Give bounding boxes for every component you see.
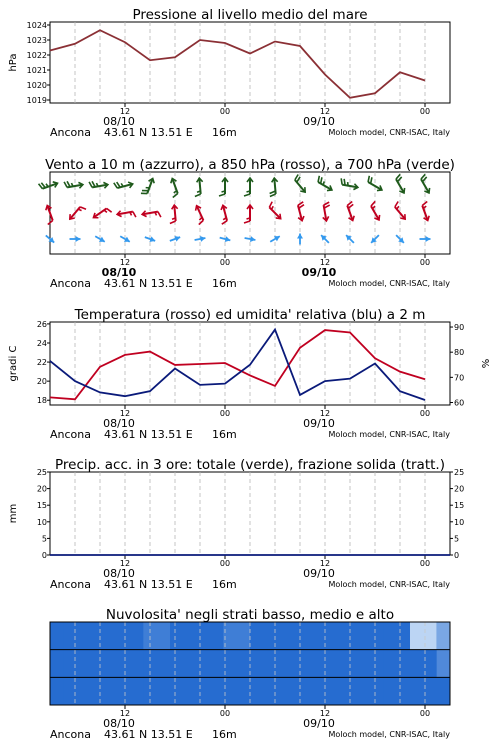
x-tick-label: 00	[419, 107, 431, 116]
cloud-cell-basso	[117, 677, 144, 705]
wind-barb-feather	[158, 212, 161, 218]
y-tick-label: 20	[36, 377, 47, 387]
wind-barb-half-feather	[397, 206, 399, 209]
wind-barb-feather	[133, 212, 136, 218]
location-elevation: 16m	[212, 277, 237, 290]
date-label: 09/10	[303, 417, 335, 430]
cloud-cell-alto	[223, 622, 250, 650]
cloud-cell-medio	[410, 650, 437, 678]
date-label: 08/10	[103, 717, 135, 730]
chart-title: Temperatura (rosso) ed umidita' relativa (blu) a 2 m	[74, 307, 426, 323]
cloud-cell-alto	[303, 622, 330, 650]
wind-barb-850hPa	[347, 202, 354, 221]
cloud-cell-medio	[277, 650, 304, 678]
wind-barb-850hPa	[221, 205, 227, 224]
wind-barb-feather	[89, 182, 92, 188]
panel-precip	[8, 457, 464, 591]
y-axis-label: mm	[8, 503, 19, 524]
y-axis-label-right: %	[481, 358, 492, 369]
cloud-cell-basso	[63, 677, 90, 705]
wind-barb-850hPa	[70, 207, 86, 219]
wind-barb-feather	[117, 182, 120, 187]
cloud-cell-medio	[383, 650, 410, 678]
x-tick-label: 00	[419, 258, 431, 267]
model-credit: Moloch model, CNR-ISAC, Italy	[328, 580, 450, 589]
wind-barb-700hPa	[171, 178, 178, 197]
wind-arrow-head	[426, 236, 431, 242]
cloud-cell-medio	[330, 650, 357, 678]
pressure-line	[50, 30, 425, 98]
cloud-cell-alto	[330, 622, 357, 650]
wind-arrow-head	[297, 234, 303, 239]
cloud-cell-alto	[197, 622, 224, 650]
wind-barb-700hPa	[341, 178, 358, 189]
cloud-cell-medio	[197, 650, 224, 678]
wind-barb-feather	[295, 174, 298, 179]
wind-barb-half-feather	[174, 191, 177, 193]
cloud-cell-basso	[330, 677, 357, 705]
cloud-cell-basso	[357, 677, 384, 705]
x-tick-label: 00	[419, 709, 431, 718]
date-label: 08/10	[101, 266, 137, 279]
wind-barb-feather	[114, 183, 117, 188]
wind-barb-half-feather	[104, 210, 107, 212]
model-credit: Moloch model, CNR-ISAC, Italy	[328, 730, 450, 739]
x-tick-label: 12	[119, 409, 131, 418]
date-label: 09/10	[303, 717, 335, 730]
wind-barb-700hPa	[141, 178, 154, 193]
wind-barb-feather	[371, 201, 375, 206]
wind-barb-half-feather	[247, 191, 251, 192]
cloud-cell-medio	[117, 650, 144, 678]
x-tick-label: 00	[419, 409, 431, 418]
cloud-cell-alto	[250, 622, 277, 650]
wind-barb-850hPa	[170, 205, 178, 223]
date-label: 08/10	[103, 567, 135, 580]
wind-barb-feather	[318, 176, 319, 182]
y-tick-label-right: 0	[454, 551, 460, 560]
cloud-cell-alto	[170, 622, 197, 650]
cloud-cell-medio	[50, 650, 63, 678]
x-tick-label: 00	[219, 107, 231, 116]
wind-barb-half-feather	[78, 209, 81, 210]
cloud-cell-basso	[170, 677, 197, 705]
x-tick-label: 12	[319, 107, 331, 116]
cloud-cell-basso	[383, 677, 410, 705]
cloud-cell-alto	[383, 622, 410, 650]
x-tick-label: 12	[119, 709, 131, 718]
wind-barb-850hPa	[93, 208, 111, 217]
wind-barb-feather	[64, 182, 67, 188]
wind-arrow-head	[225, 236, 231, 242]
location-name: Ancona	[50, 126, 91, 139]
wind-barb-10m	[346, 235, 354, 243]
wind-barb-half-feather	[271, 206, 273, 209]
wind-barb-feather	[80, 207, 86, 209]
x-tick-label: 12	[119, 258, 131, 267]
cloud-cell-alto	[357, 622, 384, 650]
y-tick-label-right: 70	[454, 373, 465, 383]
temperature-line	[50, 330, 425, 399]
wind-barb-feather	[222, 221, 227, 224]
wind-barb-850hPa	[422, 202, 429, 221]
x-tick-label: 12	[319, 409, 331, 418]
wind-barb-feather	[324, 202, 330, 205]
wind-barb-700hPa	[195, 178, 203, 196]
y-tick-label: 10	[36, 517, 47, 527]
x-tick-label: 00	[419, 559, 431, 568]
wind-barb-700hPa	[39, 182, 58, 189]
wind-barb-700hPa	[114, 182, 133, 188]
location-name: Ancona	[50, 728, 91, 741]
y-tick-label: 24	[36, 338, 47, 348]
chart-title: Precip. acc. in 3 ore: totale (verde), frazione solida (tratt.)	[55, 457, 445, 473]
y-tick-label-right: 90	[454, 323, 465, 333]
y-tick-label: 0	[41, 551, 47, 560]
cloud-cell-medio	[90, 650, 117, 678]
wind-barb-feather	[344, 179, 345, 185]
wind-barb-10m	[170, 236, 180, 242]
chart-title: Pressione al livello medio del mare	[132, 7, 368, 23]
y-tick-label-right: 10	[454, 517, 465, 527]
x-tick-label: 12	[319, 709, 331, 718]
wind-barb-10m	[297, 234, 303, 245]
y-tick-label: 5	[41, 534, 47, 544]
location-coords: 43.61 N 13.51 E	[104, 277, 193, 290]
wind-barb-feather	[341, 178, 342, 184]
y-tick-label-right: 15	[454, 501, 465, 511]
panel-pressure	[8, 7, 450, 139]
location-elevation: 16m	[212, 728, 237, 741]
x-tick-label: 12	[319, 258, 331, 267]
date-label: 08/10	[103, 417, 135, 430]
wind-barb-feather	[92, 181, 95, 187]
chart-title: Nuvolosita' negli strati basso, medio e alto	[105, 607, 395, 623]
y-tick-label: 25	[36, 468, 47, 477]
wind-barb-feather	[324, 205, 330, 208]
wind-barb-feather	[299, 205, 304, 208]
wind-barb-700hPa	[270, 178, 278, 196]
cloud-cell-alto	[117, 622, 144, 650]
cloud-cell-alto	[143, 622, 170, 650]
x-tick-label: 00	[219, 709, 231, 718]
wind-barb-feather	[368, 176, 369, 182]
cloud-cell-alto	[277, 622, 304, 650]
wind-barb-feather	[107, 208, 112, 212]
location-name: Ancona	[50, 277, 91, 290]
model-credit: Moloch model, CNR-ISAC, Italy	[328, 430, 450, 439]
location-name: Ancona	[50, 578, 91, 591]
panel-temp_rh	[8, 307, 492, 441]
wind-barb-10m	[270, 236, 280, 242]
model-credit: Moloch model, CNR-ISAC, Italy	[328, 128, 450, 137]
wind-barb-700hPa	[64, 181, 83, 188]
wind-barb-feather	[395, 201, 398, 206]
wind-barb-850hPa	[244, 205, 253, 223]
wind-barb-half-feather	[222, 191, 226, 192]
wind-barb-feather	[371, 177, 372, 183]
cloud-cell-medio	[250, 650, 277, 678]
wind-barb-feather	[321, 177, 322, 183]
wind-barb-700hPa	[396, 174, 405, 193]
wind-barb-850hPa	[117, 211, 136, 217]
wind-barb-feather	[244, 221, 250, 223]
cloud-cell-alto	[437, 622, 450, 650]
y-tick-label-right: 5	[454, 534, 460, 544]
wind-barb-feather	[67, 181, 70, 187]
y-axis-label: hPa	[8, 53, 19, 72]
location-elevation: 16m	[212, 428, 237, 441]
cloud-cell-basso	[437, 677, 450, 705]
x-tick-label: 00	[219, 258, 231, 267]
y-tick-label: 15	[36, 501, 47, 511]
panel-clouds	[50, 607, 450, 741]
cloud-cell-medio	[357, 650, 384, 678]
cloud-cell-medio	[170, 650, 197, 678]
y-tick-label: 26	[36, 319, 47, 329]
cloud-cell-basso	[50, 677, 63, 705]
y-tick-label: 1024	[26, 21, 47, 30]
x-tick-label: 00	[219, 409, 231, 418]
y-tick-label-right: 20	[454, 484, 465, 494]
wind-barb-700hPa	[219, 178, 228, 196]
cloud-cell-medio	[143, 650, 170, 678]
y-tick-label-right: 25	[454, 468, 465, 477]
y-tick-label: 22	[36, 358, 47, 368]
wind-barb-700hPa	[421, 174, 430, 193]
wind-arrow-head	[76, 236, 81, 242]
wind-barb-feather	[244, 194, 250, 196]
wind-barb-700hPa	[244, 178, 253, 196]
wind-barb-half-feather	[423, 206, 426, 208]
x-tick-label: 00	[219, 559, 231, 568]
location-coords: 43.61 N 13.51 E	[104, 126, 193, 139]
wind-barb-850hPa	[196, 206, 204, 225]
wind-barb-feather	[219, 194, 225, 196]
date-label: 09/10	[301, 266, 337, 279]
wind-barb-10m	[321, 235, 329, 243]
location-coords: 43.61 N 13.51 E	[104, 428, 193, 441]
cloud-cell-alto	[90, 622, 117, 650]
cloud-cell-basso	[143, 677, 170, 705]
panel-wind	[39, 157, 455, 290]
wind-barb-feather	[298, 202, 303, 205]
cloud-cell-basso	[303, 677, 330, 705]
cloud-cell-basso	[197, 677, 224, 705]
date-label: 09/10	[303, 115, 335, 128]
y-tick-label: 20	[36, 484, 47, 494]
date-label: 08/10	[103, 115, 135, 128]
cloud-cell-basso	[90, 677, 117, 705]
wind-barb-850hPa	[46, 205, 53, 224]
date-label: 09/10	[303, 567, 335, 580]
wind-barb-half-feather	[46, 184, 48, 187]
chart-title: Vento a 10 m (azzurro), a 850 hPa (rosso), a 700 hPa (verde)	[45, 157, 455, 173]
wind-barb-half-feather	[323, 181, 324, 185]
y-tick-label: 18	[36, 396, 47, 406]
y-tick-label: 1019	[26, 96, 47, 105]
cloud-cell-medio	[437, 650, 450, 678]
location-name: Ancona	[50, 428, 91, 441]
cloud-cell-basso	[410, 677, 437, 705]
y-tick-label: 1023	[26, 36, 47, 45]
cloud-cell-alto	[50, 622, 63, 650]
location-elevation: 16m	[212, 578, 237, 591]
location-elevation: 16m	[212, 126, 237, 139]
y-tick-label: 1020	[26, 81, 47, 90]
wind-barb-850hPa	[323, 202, 330, 221]
x-tick-label: 12	[319, 559, 331, 568]
y-tick-label: 1021	[26, 66, 47, 75]
location-coords: 43.61 N 13.51 E	[104, 728, 193, 741]
model-credit: Moloch model, CNR-ISAC, Italy	[328, 279, 450, 288]
y-axis-label-left: gradi C	[8, 345, 19, 382]
y-tick-label-right: 80	[454, 348, 465, 358]
x-tick-label: 12	[119, 559, 131, 568]
cloud-cell-basso	[277, 677, 304, 705]
cloud-cell-medio	[63, 650, 90, 678]
location-coords: 43.61 N 13.51 E	[104, 578, 193, 591]
wind-barb-half-feather	[247, 218, 251, 219]
wind-barb-700hPa	[89, 181, 108, 188]
y-tick-label-right: 60	[454, 398, 465, 408]
cloud-cell-alto	[410, 622, 437, 650]
wind-barb-850hPa	[298, 202, 304, 221]
cloud-cell-medio	[303, 650, 330, 678]
cloud-cell-medio	[223, 650, 250, 678]
wind-barb-feather	[269, 202, 272, 208]
wind-barb-850hPa	[142, 211, 161, 217]
cloud-cell-basso	[223, 677, 250, 705]
wind-barb-feather	[199, 220, 204, 224]
x-tick-label: 12	[119, 107, 131, 116]
cloud-cell-basso	[250, 677, 277, 705]
y-tick-label: 1022	[26, 51, 47, 60]
cloud-cell-alto	[63, 622, 90, 650]
